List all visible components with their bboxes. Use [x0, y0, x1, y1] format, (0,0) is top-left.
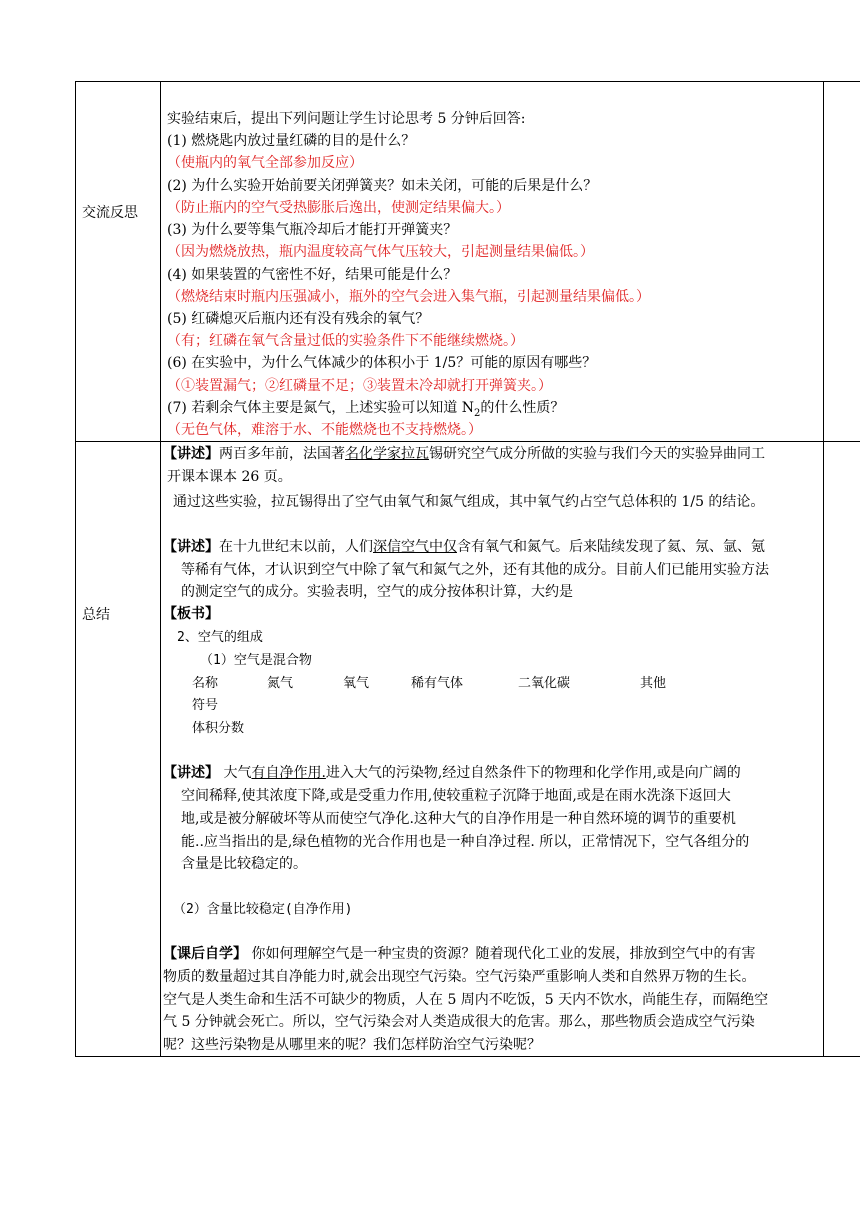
lecture-3-line2: 空间稀释,使其浓度下降,或是受重力作用,使较重粒子沉降于地面,或是在雨水洗涤下返回大 [181, 788, 731, 804]
answer-2: （防止瓶内的空气受热膨胀后逸出，使测定结果偏大。） [167, 200, 510, 216]
table-right-column-divider [823, 81, 824, 1057]
composition-row-symbol: 符号 [192, 698, 219, 713]
lecture-1-text-b: 锡研究空气成分所做的实验与我们今天的实验异曲同工 [429, 446, 765, 462]
lecture-3-line4: 能..应当指出的是,绿色植物的光合作用也是一种自净过程. 所以，正常情况下，空气各组分的 [181, 834, 750, 850]
lecture-3-text-a: 大气 [219, 765, 252, 781]
composition-header-co2: 二氧化碳 [518, 676, 571, 691]
lecture-2-line3: 的测定空气的成分。实验表明，空气的成分按体积计算，大约是 [181, 584, 573, 600]
self-study-text: 你如何理解空气是一种宝贵的资源？随着现代化工业的发展，排放到空气中的有害 [247, 946, 756, 962]
lecture-2-text-a: 在十九世纪末以前，人们 [219, 539, 373, 555]
row-label-reflection: 交流反思 [82, 205, 138, 221]
lecture-1-underlined: 名化学家拉瓦 [345, 446, 429, 462]
lecture-3-line5: 含量是比较稳定的。 [181, 856, 307, 872]
lecture-3-text-b: 进入大气的污染物,经过自然条件下的物理和化学作用,或是向广阔的 [325, 765, 741, 781]
board-tag [163, 603, 219, 626]
lecture-tag: 【讲述】 [163, 539, 219, 555]
lecture-3-underlined: 有自净作用. [251, 765, 326, 781]
table-top-border [75, 81, 860, 82]
lecture-1-text-a: 两百多年前，法国著 [219, 446, 345, 462]
table-left-border [75, 81, 76, 1057]
lecture-1-line1 [163, 443, 765, 466]
answer-3: （因为燃烧放热，瓶内温度较高气体气压较大，引起测量结果偏低。） [167, 244, 594, 260]
composition-header-noble-gases: 稀有气体 [411, 676, 464, 691]
column-divider [160, 81, 161, 1057]
lecture-2-line1 [163, 536, 765, 559]
question-6: (6) 在实验中，为什么气体减少的体积小于 1/5？可能的原因有哪些？ [167, 355, 597, 371]
question-3: (3) 为什么要等集气瓶冷却后才能打开弹簧夹？ [167, 222, 458, 238]
question-7-text: (7) 若剩余气体主要是氮气，上述实验可以知道 N [167, 400, 474, 416]
lecture-conclusion: 通过这些实验，拉瓦锡得出了空气由氧气和氮气组成，其中氧气约占空气总体积的 1/5 的结论。 [173, 494, 765, 510]
composition-header-nitrogen: 氮气 [267, 676, 294, 691]
answer-6: （①装置漏气；②红磷量不足；③装置未冷却就打开弹簧夹。） [167, 378, 552, 394]
lecture-tag: 【讲述】 [163, 446, 219, 462]
self-study-line5: 呢？这些污染物是从哪里来的呢？我们怎样防治空气污染呢？ [163, 1037, 541, 1053]
lecture-tag: 【讲述】 [163, 765, 219, 781]
composition-header-other: 其他 [640, 676, 667, 691]
board-heading: 2、空气的组成 [177, 630, 263, 645]
composition-header-oxygen: 氧气 [343, 676, 370, 691]
composition-header-name: 名称 [192, 676, 219, 691]
answer-5: （有；红磷在氧气含量过低的实验条件下不能继续燃烧。） [167, 333, 524, 349]
lecture-3-line1 [163, 762, 741, 785]
self-study-line4: 气 5 分钟就会死亡。所以，空气污染会对人类造成很大的危害。那么，那些物质会造成空气污染 [163, 1014, 755, 1030]
row-label-summary: 总结 [82, 607, 110, 623]
self-study-line2: 物质的数量超过其自净能力时,就会出现空气污染。空气污染严重影响人类和自然界万物的生长。 [163, 969, 756, 985]
self-study-line1 [163, 943, 755, 966]
board-sub-2: （2）含量比较稳定(自净作用) [173, 902, 353, 917]
question-4: (4) 如果装置的气密性不好，结果可能是什么？ [167, 267, 458, 283]
lecture-3-line3: 地,或是被分解破坏等从而使空气净化.这种大气的自净作用是一种自然环境的调节的重要机 [181, 811, 736, 827]
reflection-intro: 实验结束后，提出下列问题让学生讨论思考 5 分钟后回答: [167, 111, 526, 127]
question-7-tail: 的什么性质？ [480, 400, 565, 416]
board-sub-1: （1）空气是混合物 [200, 653, 312, 668]
self-study-tag: 【课后自学】 [163, 946, 247, 962]
question-5: (5) 红磷熄灭后瓶内还有没有残余的氧气？ [167, 311, 430, 327]
answer-4: （燃烧结束时瓶内压强减小，瓶外的空气会进入集气瓶，引起测量结果偏低。） [167, 289, 650, 305]
board-tag-text: 【板书】 [163, 606, 219, 622]
lecture-2-line2: 等稀有气体，才认识到空气中除了氧气和氮气之外，还有其他的成分。目前人们已能用实验方法 [181, 562, 769, 578]
lecture-2-text-b: 含有氧气和氮气。后来陆续发现了氦、氖、氩、氪 [457, 539, 765, 555]
question-2: (2) 为什么实验开始前要关闭弹簧夹？如未关闭，可能的后果是什么？ [167, 178, 598, 194]
answer-7: （无色气体，难溶于水、不能燃烧也不支持燃烧。） [167, 422, 482, 438]
answer-1: （使瓶内的氧气全部参加反应） [167, 155, 363, 171]
composition-row-volume: 体积分数 [192, 721, 245, 736]
self-study-line3: 空气是人类生命和生活不可缺少的物质，人在 5 周内不吃饭，5 天内不饮水，尚能生存，而隔绝空 [163, 992, 769, 1008]
lecture-1-line2: 开课本课本 26 页。 [167, 469, 292, 485]
lecture-2-underlined: 深信空气中仅 [373, 539, 457, 555]
question-7-subscript: 2 [473, 407, 481, 419]
question-1: (1) 燃烧匙内放过量红磷的目的是什么？ [167, 133, 416, 149]
